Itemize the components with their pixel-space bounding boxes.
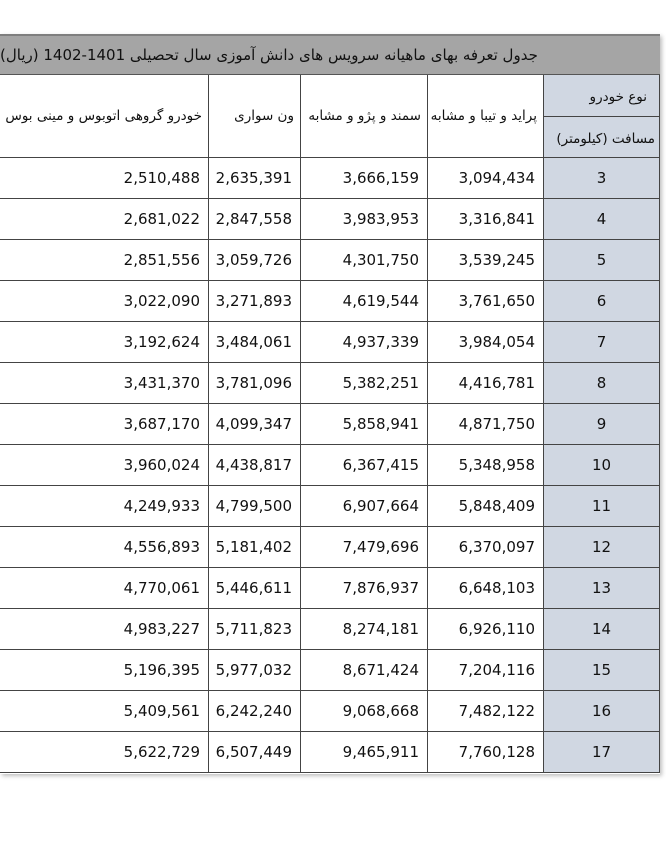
price-cell-samand: 3,983,953 — [301, 199, 428, 240]
distance-cell: 8 — [544, 363, 660, 404]
price-cell-samand: 4,619,544 — [301, 281, 428, 322]
distance-cell: 17 — [544, 732, 660, 773]
price-cell-van: 5,446,611 — [209, 568, 301, 609]
price-cell-bus: 2,681,022 — [0, 199, 209, 240]
distance-cell: 10 — [544, 445, 660, 486]
price-cell-pride: 3,761,650 — [428, 281, 544, 322]
table-row — [0, 445, 660, 486]
table-row — [0, 404, 660, 445]
header-col-samand — [301, 75, 428, 158]
table-title: جدول تعرفه بهای ماهیانه سرویس های دانش آموزی سال تحصیلی 1401-1402 (ریال) — [0, 46, 538, 64]
distance-cell: 11 — [544, 486, 660, 527]
header-col-label: ون سواری — [234, 108, 294, 124]
price-cell-bus: 5,622,729 — [0, 732, 209, 773]
table-row — [0, 650, 660, 691]
price-cell-van: 4,438,817 — [209, 445, 301, 486]
price-cell-van: 2,635,391 — [209, 158, 301, 199]
price-cell-van: 3,484,061 — [209, 322, 301, 363]
price-cell-bus: 5,196,395 — [0, 650, 209, 691]
distance-cell: 14 — [544, 609, 660, 650]
price-cell-van: 3,271,893 — [209, 281, 301, 322]
price-cell-pride: 3,094,434 — [428, 158, 544, 199]
price-cell-pride: 5,848,409 — [428, 486, 544, 527]
price-cell-bus: 3,022,090 — [0, 281, 209, 322]
distance-cell: 7 — [544, 322, 660, 363]
price-cell-samand: 8,671,424 — [301, 650, 428, 691]
table-row — [0, 240, 660, 281]
price-cell-van: 3,781,096 — [209, 363, 301, 404]
price-cell-samand: 6,367,415 — [301, 445, 428, 486]
price-cell-pride: 4,416,781 — [428, 363, 544, 404]
price-cell-bus: 2,851,556 — [0, 240, 209, 281]
table-row — [0, 363, 660, 404]
price-cell-pride: 7,482,122 — [428, 691, 544, 732]
price-cell-samand: 9,068,668 — [301, 691, 428, 732]
distance-cell: 3 — [544, 158, 660, 199]
header-col-pride — [428, 75, 544, 158]
price-cell-pride: 3,316,841 — [428, 199, 544, 240]
price-cell-samand: 3,666,159 — [301, 158, 428, 199]
price-cell-samand: 7,876,937 — [301, 568, 428, 609]
header-col-bus — [0, 75, 209, 158]
price-cell-pride: 6,370,097 — [428, 527, 544, 568]
distance-cell: 15 — [544, 650, 660, 691]
price-cell-van: 5,181,402 — [209, 527, 301, 568]
distance-cell: 13 — [544, 568, 660, 609]
price-cell-samand: 4,301,750 — [301, 240, 428, 281]
table-row — [0, 486, 660, 527]
price-cell-van: 4,099,347 — [209, 404, 301, 445]
price-cell-bus: 3,960,024 — [0, 445, 209, 486]
price-cell-van: 3,059,726 — [209, 240, 301, 281]
price-cell-pride: 6,648,103 — [428, 568, 544, 609]
price-cell-bus: 5,409,561 — [0, 691, 209, 732]
table-row — [0, 732, 660, 773]
price-cell-pride: 7,204,116 — [428, 650, 544, 691]
distance-cell: 16 — [544, 691, 660, 732]
price-cell-samand: 9,465,911 — [301, 732, 428, 773]
price-cell-van: 5,977,032 — [209, 650, 301, 691]
header-col-van — [209, 75, 301, 158]
distance-cell: 4 — [544, 199, 660, 240]
table-row — [0, 322, 660, 363]
table-row — [0, 158, 660, 199]
distance-cell: 9 — [544, 404, 660, 445]
price-cell-van: 2,847,558 — [209, 199, 301, 240]
price-cell-bus: 4,770,061 — [0, 568, 209, 609]
price-cell-pride: 5,348,958 — [428, 445, 544, 486]
price-cell-bus: 4,249,933 — [0, 486, 209, 527]
header-col-label: خودرو گروهی اتوبوس و مینی بوس — [5, 108, 202, 124]
table-row — [0, 609, 660, 650]
price-cell-pride: 6,926,110 — [428, 609, 544, 650]
table-row — [0, 568, 660, 609]
table-row — [0, 199, 660, 240]
price-cell-samand: 5,858,941 — [301, 404, 428, 445]
distance-cell: 12 — [544, 527, 660, 568]
table-row — [0, 527, 660, 568]
price-cell-van: 4,799,500 — [209, 486, 301, 527]
price-cell-samand: 8,274,181 — [301, 609, 428, 650]
price-cell-van: 6,507,449 — [209, 732, 301, 773]
price-cell-pride: 4,871,750 — [428, 404, 544, 445]
price-cell-bus: 2,510,488 — [0, 158, 209, 199]
price-cell-pride: 3,539,245 — [428, 240, 544, 281]
price-cell-bus: 3,431,370 — [0, 363, 209, 404]
distance-cell: 5 — [544, 240, 660, 281]
price-cell-bus: 3,687,170 — [0, 404, 209, 445]
header-vehicle-type: نوع خودرو — [589, 89, 647, 105]
table-row — [0, 691, 660, 732]
header-distance: مسافت (کیلومتر) — [556, 131, 655, 147]
header-col-label: سمند و پژو و مشابه — [308, 108, 421, 124]
header-col-label: پراید و تیبا و مشابه — [430, 108, 537, 124]
price-cell-bus: 3,192,624 — [0, 322, 209, 363]
price-cell-samand: 6,907,664 — [301, 486, 428, 527]
price-cell-bus: 4,983,227 — [0, 609, 209, 650]
distance-cell: 6 — [544, 281, 660, 322]
price-cell-samand: 5,382,251 — [301, 363, 428, 404]
price-cell-pride: 3,984,054 — [428, 322, 544, 363]
table-row — [0, 281, 660, 322]
table-title-bar — [0, 34, 660, 75]
price-cell-bus: 4,556,893 — [0, 527, 209, 568]
price-cell-samand: 7,479,696 — [301, 527, 428, 568]
price-cell-van: 5,711,823 — [209, 609, 301, 650]
price-cell-van: 6,242,240 — [209, 691, 301, 732]
header-corner-cell — [544, 75, 660, 158]
price-cell-samand: 4,937,339 — [301, 322, 428, 363]
price-cell-pride: 7,760,128 — [428, 732, 544, 773]
